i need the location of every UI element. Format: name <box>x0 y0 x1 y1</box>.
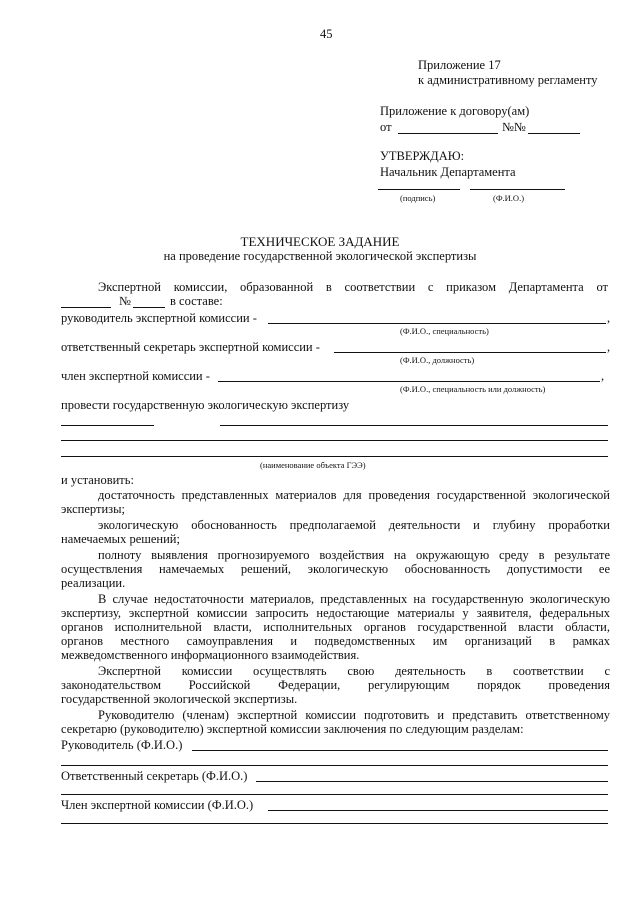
secretary-comma: , <box>607 340 611 354</box>
section-head-line-1 <box>192 750 608 751</box>
secretary-caption: (Ф.И.О., должность) <box>400 355 475 365</box>
conduct-expertise: провести государственную экологическую экспертизу <box>61 398 350 412</box>
item3-line3: реализации. <box>61 576 126 590</box>
order-number-line <box>133 307 165 308</box>
signature-caption: (подпись) <box>400 193 436 203</box>
head-caption: (Ф.И.О., специальность) <box>400 326 489 336</box>
approver-position: Начальник Департамента <box>380 165 516 179</box>
secretary-name-line <box>334 352 606 353</box>
member-label: член экспертной комиссии - <box>61 369 210 383</box>
composition-label: в составе: <box>170 294 223 308</box>
object-line-2 <box>61 440 608 441</box>
signature-line <box>378 189 460 190</box>
appendix-regulation: к административному регламенту <box>418 73 598 87</box>
head-label: руководитель экспертной комиссии - <box>61 311 257 325</box>
missing-line5: межведомственного информационного взаимодействия. <box>61 648 360 662</box>
contract-number-line <box>528 133 580 134</box>
document-title: ТЕХНИЧЕСКОЕ ЗАДАНИЕ <box>240 234 400 249</box>
approver-name-line <box>470 189 565 190</box>
item1-line1: достаточность представленных материалов для проведения государственной экологической <box>98 488 610 502</box>
missing-line4: органов местного самоуправления и подведомственных им организаций в рамках <box>61 634 610 648</box>
head-name-line <box>268 323 606 324</box>
contract-number-label: №№ <box>502 120 526 134</box>
item3-line2: осуществления намечаемых решений, экологическую обоснованность допустимости ее <box>61 562 610 576</box>
head-instruction-line1: Руководителю (членам) экспертной комиссии подготовить и представить ответственному <box>98 708 610 722</box>
contract-from-label: от <box>380 120 392 134</box>
item1-line2: экспертизы; <box>61 502 125 516</box>
item3-line1: полноту выявления прогнозируемого воздействия на окружающую среду в результате <box>98 548 610 562</box>
section-member-label: Член экспертной комиссии (Ф.И.О.) <box>61 798 254 812</box>
object-line-3 <box>61 456 608 457</box>
section-member-line-1 <box>268 810 608 811</box>
object-line-1b <box>220 425 608 426</box>
law-line3: государственной экологической экспертизы. <box>61 692 298 706</box>
contract-appendix-title: Приложение к договору(ам) <box>380 104 530 118</box>
establish-label: и установить: <box>61 473 134 487</box>
section-secretary-line-1 <box>256 781 608 782</box>
missing-line1: В случае недостаточности материалов, представленных на государственную экологическую <box>98 592 610 606</box>
name-caption: (Ф.И.О.) <box>493 193 525 203</box>
appendix-number: Приложение 17 <box>418 58 501 72</box>
approve-heading: УТВЕРЖДАЮ: <box>380 149 465 163</box>
item2-line2: намечаемых решений; <box>61 532 180 546</box>
member-name-line <box>218 381 600 382</box>
order-number-label: № <box>119 294 131 308</box>
section-secretary-label: Ответственный секретарь (Ф.И.О.) <box>61 769 248 783</box>
member-caption: (Ф.И.О., специальность или должность) <box>400 384 546 394</box>
page-number: 45 <box>320 27 333 41</box>
order-date-line <box>61 307 111 308</box>
section-member-line-2 <box>61 823 608 824</box>
secretary-label: ответственный секретарь экспертной комиссии - <box>61 340 320 354</box>
object-line-1a <box>61 425 154 426</box>
law-line1: Экспертной комиссии осуществлять свою деятельность в соответствии с <box>98 664 610 678</box>
document-subtitle: на проведение государственной экологической экспертизы <box>163 249 477 263</box>
head-comma: , <box>607 311 611 325</box>
missing-line2: экспертизу, экспертной комиссии запросить недостающие материалы у заявителя, федеральных <box>61 606 610 620</box>
missing-line3: органов исполнительной власти, исполнительных органов государственной власти области, <box>61 620 610 634</box>
member-comma: , <box>601 369 605 383</box>
section-head-line-2 <box>61 765 608 766</box>
section-secretary-line-2 <box>61 794 608 795</box>
item2-line1: экологическую обоснованность предполагаемой деятельности и глубину проработки <box>98 518 610 532</box>
contract-date-line <box>398 133 498 134</box>
intro-line: Экспертной комиссии, образованной в соответствии с приказом Департамента от <box>98 280 608 294</box>
section-head-label: Руководитель (Ф.И.О.) <box>61 738 183 752</box>
law-line2: законодательством Российской Федерации, регулирующим порядок проведения <box>61 678 610 692</box>
object-caption: (наименование объекта ГЭЭ) <box>260 460 366 470</box>
head-instruction-line2: секретарю (руководителю) экспертной комиссии заключения по следующим разделам: <box>61 722 524 736</box>
